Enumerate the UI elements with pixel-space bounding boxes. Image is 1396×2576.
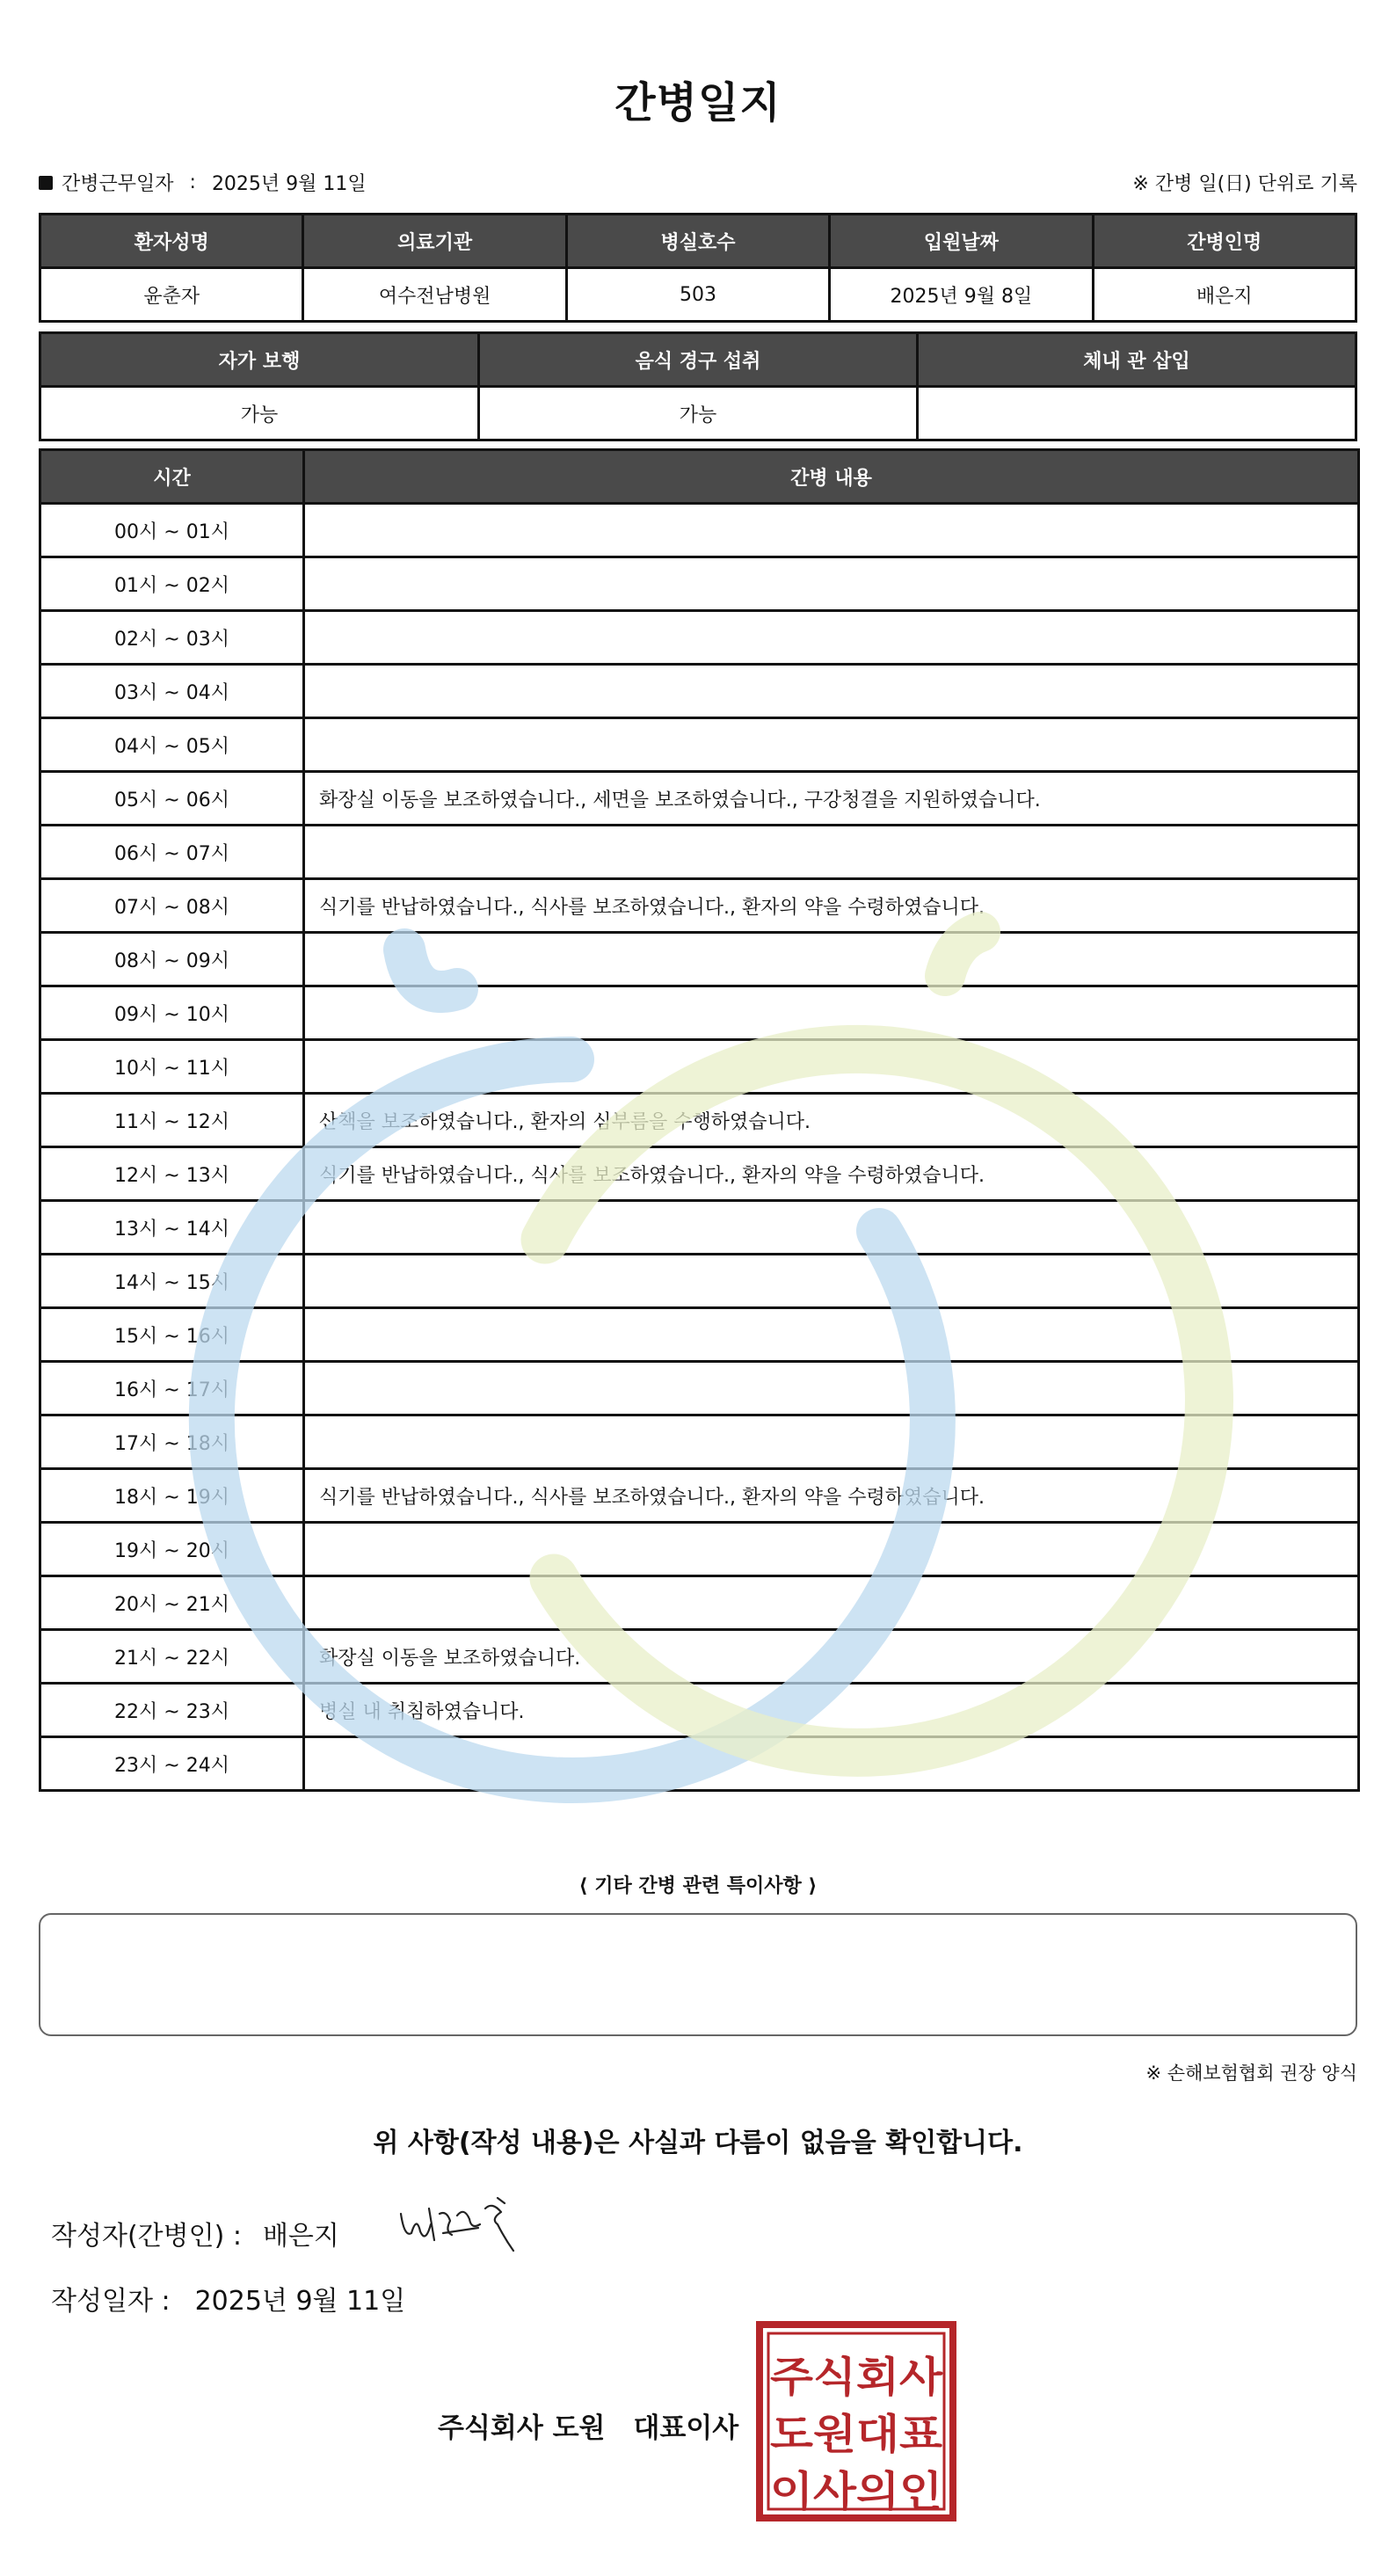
notes-title: ⟨ 기타 간병 관련 특이사항 ⟩ [578,1875,818,1897]
care-log-row [40,1630,1359,1684]
status-header-row [40,333,1356,387]
care-log-header-row [40,450,1359,504]
care-log-row [40,1147,1359,1201]
care-log-time: 08시 ~ 09시 [40,933,304,986]
care-log-row [40,611,1359,665]
care-log-row [40,933,1359,986]
care-log-content [304,557,1359,611]
care-log-time: 20시 ~ 21시 [40,1576,304,1630]
care-log-content [304,718,1359,772]
care-log-row [40,1737,1359,1791]
care-log-row [40,504,1359,557]
care-log-table [39,448,1360,1792]
confirmation-statement: 위 사항(작성 내용)은 사실과 다름이 없음을 확인합니다. [373,2128,1023,2158]
care-log-row [40,1255,1359,1308]
room-number: 503 [566,268,829,322]
care-log-content [304,933,1359,986]
care-log-row [40,1362,1359,1415]
signature [394,2189,526,2259]
care-log-row [40,986,1359,1040]
care-log-time: 11시 ~ 12시 [40,1094,304,1147]
care-log-content [304,1415,1359,1469]
tube-insertion-value [918,387,1356,440]
patient-info-table [39,213,1357,323]
care-log-content [304,1523,1359,1576]
care-log-time: 16시 ~ 17시 [40,1362,304,1415]
care-log-content [304,1737,1359,1791]
header-room: 병실호수 [566,215,829,268]
care-log-row [40,1308,1359,1362]
care-log-time: 23시 ~ 24시 [40,1737,304,1791]
care-log-time: 02시 ~ 03시 [40,611,304,665]
write-date-value: 2025년 9월 11일 [194,2286,406,2317]
walking-value: 가능 [40,387,479,440]
care-log-time: 12시 ~ 13시 [40,1147,304,1201]
header-walking: 자가 보행 [40,333,479,387]
notes-box [39,1913,1357,2036]
care-log-time: 01시 ~ 02시 [40,557,304,611]
care-log-row [40,1576,1359,1630]
header-tube-insertion: 체내 관 삽입 [918,333,1356,387]
care-log-time: 14시 ~ 15시 [40,1255,304,1308]
care-log-content [304,504,1359,557]
care-log-content: 병실 내 취침하였습니다. [304,1684,1359,1737]
company-title: 대표이사 [633,2412,739,2444]
care-log-row [40,665,1359,718]
seal-line-3: 이사의인 [770,2468,942,2516]
hospital-name: 여수전남병원 [303,268,566,322]
care-log-time: 06시 ~ 07시 [40,826,304,879]
care-log-time: 00시 ~ 01시 [40,504,304,557]
care-log-row [40,557,1359,611]
square-bullet-icon [39,176,53,190]
care-log-row [40,1040,1359,1094]
care-log-row [40,772,1359,826]
header-admission-date: 입원날짜 [830,215,1093,268]
header-oral-intake: 음식 경구 섭취 [479,333,918,387]
care-log-content: 화장실 이동을 보조하였습니다. [304,1630,1359,1684]
care-log-row [40,1094,1359,1147]
author-name: 배은지 [262,2221,339,2252]
care-log-time: 17시 ~ 18시 [40,1415,304,1469]
header-caregiver-name: 간병인명 [1093,215,1356,268]
care-log-row [40,1684,1359,1737]
work-date-value: 2025년 9월 11일 [211,173,367,195]
patient-name: 윤춘자 [40,268,303,322]
care-log-content [304,1040,1359,1094]
care-log-row [40,826,1359,879]
care-log-content [304,1201,1359,1255]
meta-row [39,169,1357,200]
care-log-row [40,1201,1359,1255]
care-log-content [304,986,1359,1040]
care-log-content: 산책을 보조하였습니다., 환자의 심부름을 수행하였습니다. [304,1094,1359,1147]
care-log-content: 식기를 반납하였습니다., 식사를 보조하였습니다., 환자의 약을 수령하였습니다. [304,1147,1359,1201]
care-log-content [304,611,1359,665]
care-log-content: 식기를 반납하였습니다., 식사를 보조하였습니다., 환자의 약을 수령하였습니다. [304,879,1359,933]
care-log-content [304,1576,1359,1630]
care-log-time: 05시 ~ 06시 [40,772,304,826]
care-log-row [40,1469,1359,1523]
author-label: 작성자(간병인) : [51,2221,242,2252]
care-log-time: 04시 ~ 05시 [40,718,304,772]
record-note: ※ 간병 일(日) 단위로 기록 [1132,173,1357,195]
write-date [51,2279,405,2318]
seal-line-2: 도원대표 [770,2411,943,2459]
admission-date: 2025년 9월 8일 [830,268,1093,322]
care-log-content [304,1255,1359,1308]
care-log-time: 18시 ~ 19시 [40,1469,304,1523]
care-log-row [40,1523,1359,1576]
header-hospital: 의료기관 [303,215,566,268]
care-log-time: 19시 ~ 20시 [40,1523,304,1576]
care-log-content: 식기를 반납하였습니다., 식사를 보조하였습니다., 환자의 약을 수령하였습니다. [304,1469,1359,1523]
seal-line-1: 주식회사 [770,2354,943,2402]
care-log-time: 21시 ~ 22시 [40,1630,304,1684]
patient-header-row [40,215,1356,268]
care-log-content [304,826,1359,879]
form-note: ※ 손해보험협회 권장 양식 [1145,2063,1357,2084]
care-log-row [40,879,1359,933]
care-log-time: 10시 ~ 11시 [40,1040,304,1094]
header-time: 시간 [40,450,304,504]
care-log-time: 09시 ~ 10시 [40,986,304,1040]
company-seal [756,2321,956,2521]
work-date [39,169,367,196]
care-log-content [304,1362,1359,1415]
care-log-time: 22시 ~ 23시 [40,1684,304,1737]
care-log-row [40,718,1359,772]
status-value-row [40,387,1356,440]
care-log-time: 15시 ~ 16시 [40,1308,304,1362]
work-date-label: 간병근무일자 [62,173,174,195]
page-title: 간병일지 [614,78,782,127]
company-name: 주식회사 도원 [438,2412,606,2444]
care-log-content [304,1308,1359,1362]
care-log-content: 화장실 이동을 보조하였습니다., 세면을 보조하였습니다., 구강청결을 지원하였습니다. [304,772,1359,826]
company-signatory [438,2405,738,2445]
care-log-row [40,1415,1359,1469]
care-log-time: 03시 ~ 04시 [40,665,304,718]
write-date-label: 작성일자 : [51,2286,171,2317]
header-patient-name: 환자성명 [40,215,303,268]
care-log-content [304,665,1359,718]
author [51,2214,339,2252]
oral-intake-value: 가능 [479,387,918,440]
caregiver-name: 배은지 [1093,268,1356,322]
patient-value-row [40,268,1356,322]
patient-status-table [39,331,1357,441]
work-date-separator: : [189,171,196,193]
header-care-content: 간병 내용 [304,450,1359,504]
care-log-time: 13시 ~ 14시 [40,1201,304,1255]
care-log-time: 07시 ~ 08시 [40,879,304,933]
